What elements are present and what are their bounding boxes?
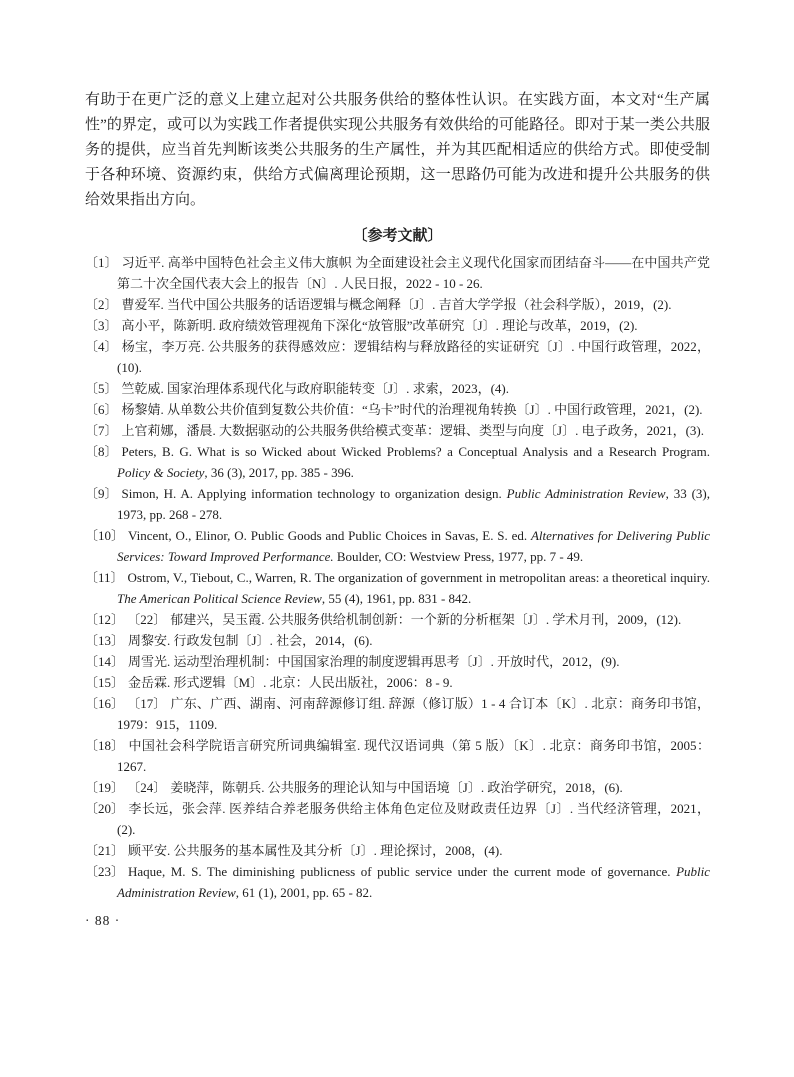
reference-number: 〔14〕 xyxy=(85,654,125,669)
reference-text: 曹爱军. 当代中国公共服务的话语逻辑与概念阐释〔J〕. 吉首大学学报（社会科学版），2019，(2). xyxy=(121,297,672,312)
reference-journal-title: Public Administration Review xyxy=(506,486,666,501)
reference-item xyxy=(85,693,710,735)
reference-number: 〔16〕 〔17〕 xyxy=(85,696,167,711)
reference-item xyxy=(85,315,710,336)
reference-text: 周黎安. 行政发包制〔J〕. 社会，2014，(6). xyxy=(128,633,373,648)
reference-text: 姜晓萍，陈朝兵. 公共服务的理论认知与中国语境〔J〕. 政治学研究，2018，(6). xyxy=(170,780,623,795)
reference-text: 高小平，陈新明. 政府绩效管理视角下深化“放管服”改革研究〔J〕. 理论与改革，2019，(2). xyxy=(121,318,638,333)
reference-number: 〔3〕 xyxy=(85,318,118,333)
reference-item xyxy=(85,840,710,861)
reference-text: 郁建兴，吴玉霞. 公共服务供给机制创新：一个新的分析框架〔J〕. 学术月刊，2009，(12). xyxy=(170,612,682,627)
reference-text: , 61 (1), 2001, pp. 65 - 82. xyxy=(235,885,373,900)
reference-text: Boulder, CO: Westview Press, 1977, pp. 7 - 49. xyxy=(333,549,584,564)
reference-item xyxy=(85,399,710,420)
reference-number: 〔18〕 xyxy=(85,738,125,753)
reference-journal-title: Public Administration Review xyxy=(117,864,710,900)
reference-item xyxy=(85,336,710,378)
reference-item xyxy=(85,525,710,567)
reference-journal-title: The American Political Science Review xyxy=(117,591,322,606)
reference-text: 顾平安. 公共服务的基本属性及其分析〔J〕. 理论探讨，2008，(4). xyxy=(128,843,503,858)
reference-number: 〔20〕 xyxy=(85,801,125,816)
reference-number: 〔12〕 〔22〕 xyxy=(85,612,167,627)
references-list xyxy=(85,252,710,903)
closing-paragraph: 有助于在更广泛的意义上建立起对公共服务供给的整体性认识。在实践方面，本文对“生产属性”的界定，或可以为实践工作者提供实现公共服务有效供给的可能路径。即对于某一类公共服务的提供，应当首先判断该类公共服务的生产属性，并为其匹配相适应的供给方式。即使受制于各种环境、资源约束，供给方式偏离理论预期，这一思路仍可能为改进和提升公共服务的供给效果指出方向。 xyxy=(85,92,710,208)
reference-number: 〔1〕 xyxy=(85,255,118,270)
reference-number: 〔9〕 xyxy=(85,486,118,501)
reference-text: Ostrom, V., Tiebout, C., Warren, R. The organization of government in metropolitan areas: a theoretical inquiry. xyxy=(127,570,710,585)
reference-item xyxy=(85,777,710,798)
reference-item xyxy=(85,567,710,609)
reference-text: Simon, H. A. Applying information technology to organization design. xyxy=(121,486,507,501)
reference-text: Haque, M. S. The diminishing publicness of public service under the current mode of governance. xyxy=(128,864,677,879)
reference-text: 金岳霖. 形式逻辑〔M〕. 北京：人民出版社，2006：8 - 9. xyxy=(128,675,453,690)
reference-item xyxy=(85,798,710,840)
reference-text: 广东、广西、湖南、河南辞源修订组. 辞源（修订版）1 - 4 合订本〔K〕. 北京：商务印书馆，1979：915，1109. xyxy=(117,696,710,732)
reference-text: 李长远，张会萍. 医养结合养老服务供给主体角色定位及财政责任边界〔J〕. 当代经济管理，2021，(2). xyxy=(117,801,710,837)
reference-text: , 36 (3), 2017, pp. 385 - 396. xyxy=(204,465,354,480)
reference-number: 〔8〕 xyxy=(85,444,118,459)
reference-item xyxy=(85,483,710,525)
reference-number: 〔7〕 xyxy=(85,423,118,438)
reference-number: 〔11〕 xyxy=(85,570,124,585)
reference-item xyxy=(85,735,710,777)
reference-item xyxy=(85,378,710,399)
reference-number: 〔2〕 xyxy=(85,297,118,312)
reference-item xyxy=(85,672,710,693)
reference-text: Vincent, O., Elinor, O. Public Goods and Public Choices in Savas, E. S. ed. xyxy=(128,528,531,543)
reference-item xyxy=(85,294,710,315)
reference-item xyxy=(85,609,710,630)
reference-number: 〔5〕 xyxy=(85,381,118,396)
reference-item xyxy=(85,420,710,441)
reference-item xyxy=(85,252,710,294)
reference-text: 周雪光. 运动型治理机制：中国国家治理的制度逻辑再思考〔J〕. 开放时代，2012，(9). xyxy=(128,654,620,669)
reference-number: 〔23〕 xyxy=(85,864,125,879)
reference-text: 杨黎婧. 从单数公共价值到复数公共价值：“乌卡”时代的治理视角转换〔J〕. 中国行政管理，2021，(2). xyxy=(121,402,703,417)
reference-text: 上官莉娜，潘晨. 大数据驱动的公共服务供给模式变革：逻辑、类型与向度〔J〕. 电子政务，2021，(3). xyxy=(121,423,704,438)
reference-text: 竺乾威. 国家治理体系现代化与政府职能转变〔J〕. 求索，2023，(4). xyxy=(121,381,509,396)
reference-number: 〔15〕 xyxy=(85,675,125,690)
reference-number: 〔13〕 xyxy=(85,633,125,648)
reference-number: 〔21〕 xyxy=(85,843,125,858)
reference-number: 〔19〕 〔24〕 xyxy=(85,780,167,795)
page-number: · 88 · xyxy=(85,913,121,928)
reference-number: 〔6〕 xyxy=(85,402,118,417)
reference-item xyxy=(85,630,710,651)
reference-text: 中国社会科学院语言研究所词典编辑室. 现代汉语词典（第 5 版）〔K〕. 北京：商务印书馆，2005：1267. xyxy=(117,738,710,774)
reference-text: 杨宝，李万亮. 公共服务的获得感效应：逻辑结构与释放路径的实证研究〔J〕. 中国行政管理，2022，(10). xyxy=(117,339,710,375)
reference-journal-title: Policy & Society xyxy=(117,465,205,480)
reference-text: 习近平. 高举中国特色社会主义伟大旗帜 为全面建设社会主义现代化国家而团结奋斗——在中国共产党第二十次全国代表大会上的报告〔N〕. 人民日报，2022 - 10 - 26. xyxy=(117,255,710,291)
reference-text: Peters, B. G. What is so Wicked about Wicked Problems? a Conceptual Analysis and a Research Program. xyxy=(121,444,710,459)
reference-number: 〔4〕 xyxy=(85,339,118,354)
reference-text: , 33 (3), 1973, pp. 268 - 278. xyxy=(117,486,710,522)
reference-number: 〔10〕 xyxy=(85,528,125,543)
reference-item xyxy=(85,651,710,672)
references-title: 〔参考文献〕 xyxy=(352,228,443,244)
reference-text: , 55 (4), 1961, pp. 831 - 842. xyxy=(321,591,472,606)
reference-item xyxy=(85,861,710,903)
reference-journal-title: Alternatives for Delivering Public Services: Toward Improved Performance. xyxy=(117,528,710,564)
reference-item xyxy=(85,441,710,483)
